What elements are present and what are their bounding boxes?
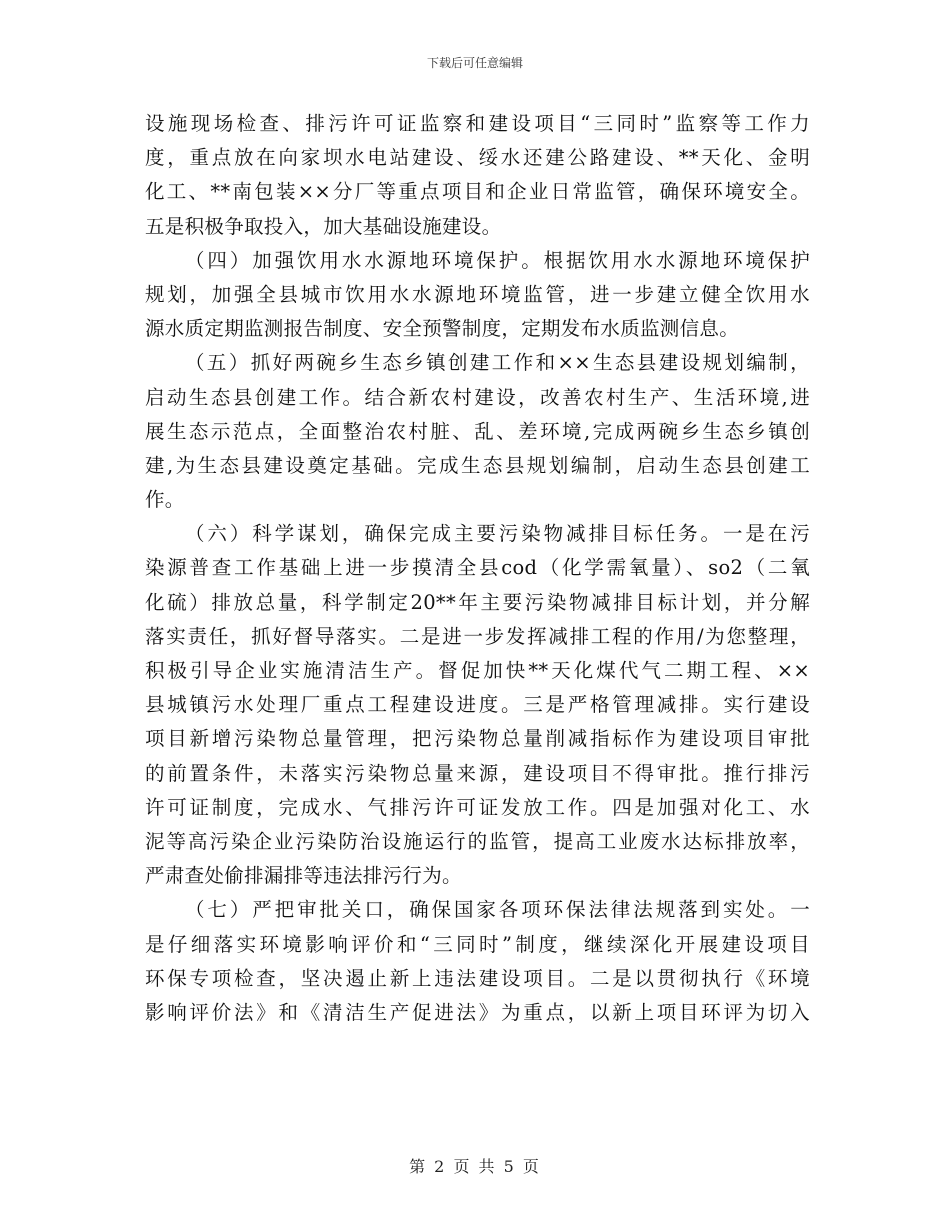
text-line: 五是积极争取投入，加大基础设施建设。 xyxy=(145,214,502,238)
text-line: 是仔细落实环境影响评价和“三同时”制度，继续深化开展建设项目 xyxy=(145,932,810,956)
text-line: 建,为生态县建设奠定基础。完成生态县规划编制，启动生态县创建工 xyxy=(145,453,810,477)
text-line: 化硫）排放总量，科学制定20**年主要污染物减排目标计划，并分解 xyxy=(145,590,810,614)
page-number-footer: 第 2 页 共 5 页 xyxy=(409,1157,541,1176)
text-line: 启动生态县创建工作。结合新农村建设，改善农村生产、生活环境,进 xyxy=(145,385,810,409)
text-line: 的前置条件，未落实污染物总量来源，建设项目不得审批。推行排污 xyxy=(145,761,810,785)
text-line: 化工、**南包装××分厂等重点项目和企业日常监管，确保环境安全。 xyxy=(145,180,810,204)
text-line: 县城镇污水处理厂重点工程建设进度。三是严格管理减排。实行建设 xyxy=(145,693,810,717)
text-line: 作。 xyxy=(145,488,185,512)
page-header: 下载后可任意编辑 xyxy=(426,56,523,70)
paragraph xyxy=(145,893,810,1030)
text-line: 规划，加强全县城市饮用水水源地环境监管，进一步建立健全饮用水 xyxy=(145,282,810,306)
text-line: 许可证制度，完成水、气排污许可证发放工作。四是加强对化工、水 xyxy=(145,795,810,819)
text-line: 项目新增污染物总量管理，把污染物总量削减指标作为建设项目审批 xyxy=(145,727,810,751)
text-line: 泥等高污染企业污染防治设施运行的监管，提高工业废水达标排放率， xyxy=(145,829,810,853)
text-line: 源水质定期监测报告制度、安全预警制度，定期发布水质监测信息。 xyxy=(145,317,740,341)
paragraph xyxy=(145,107,810,244)
text-line: 展生态示范点，全面整治农村脏、乱、差环境,完成两碗乡生态乡镇创 xyxy=(145,419,810,443)
text-line: 染源普查工作基础上进一步摸清全县cod（化学需氧量）、so2（二氧 xyxy=(145,556,810,580)
paragraph xyxy=(145,517,810,893)
paragraph xyxy=(145,244,810,347)
text-line: （五）抓好两碗乡生态乡镇创建工作和××生态县建设规划编制， xyxy=(185,351,810,375)
text-line: 积极引导企业实施清洁生产。督促加快**天化煤代气二期工程、×× xyxy=(145,659,810,682)
document-body xyxy=(145,107,810,1030)
text-line: （四）加强饮用水水源地环境保护。根据饮用水水源地环境保护 xyxy=(185,248,810,272)
text-line: 度，重点放在向家坝水电站建设、绥水还建公路建设、**天化、金明 xyxy=(145,146,810,170)
text-line: 严肃查处偷排漏排等违法排污行为。 xyxy=(145,864,462,888)
text-line: 环保专项检查，坚决遏止新上违法建设项目。二是以贯彻执行《环境 xyxy=(145,966,810,990)
text-line: （六）科学谋划，确保完成主要污染物减排目标任务。一是在污 xyxy=(185,522,810,546)
text-line: 设施现场检查、排污许可证监察和建设项目“三同时”监察等工作力 xyxy=(145,112,810,135)
paragraph xyxy=(145,346,810,517)
text-line: 落实责任，抓好督导落实。二是进一步发挥减排工程的作用/为您整理， xyxy=(145,624,810,648)
text-line: （七）严把审批关口，确保国家各项环保法律法规落到实处。一 xyxy=(185,898,810,922)
text-line: 影响评价法》和《清洁生产促进法》为重点，以新上项目环评为切入 xyxy=(145,1000,810,1024)
